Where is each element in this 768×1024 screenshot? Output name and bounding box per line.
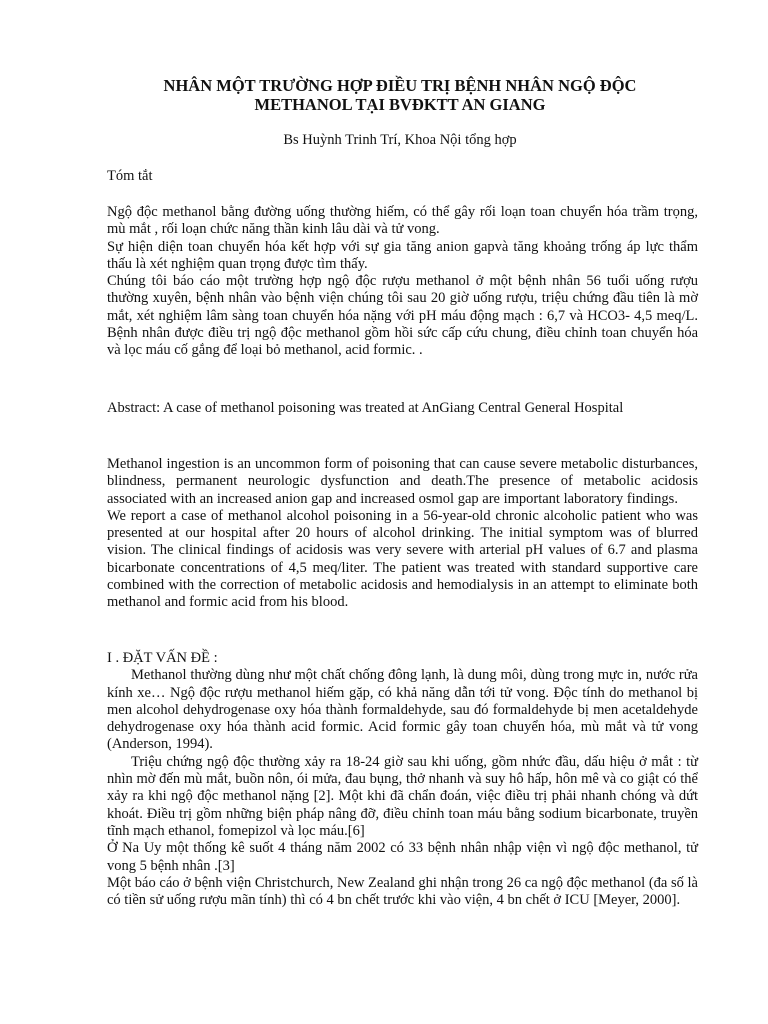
title-line-2: METHANOL TẠI BVĐKTT AN GIANG <box>254 95 546 114</box>
section-1-paragraph: Ở Na Uy một thống kê suốt 4 tháng năm 2002 có 33 bệnh nhân nhập viện vì ngộ độc methanol, tử vong 5 bệnh nhân .[3] <box>107 840 698 874</box>
summary-heading <box>107 168 698 185</box>
summary-paragraph: Chúng tôi báo cáo một trường hợp ngộ độc rượu methanol ở một bệnh nhân 56 tuổi uống rượu thường xuyên, bệnh nhân vào bệnh viện chúng tôi sau 20 giờ uống rượu, triệu chứng đầu tiên là mờ mắt, xét nghiệm lâm sàng toan chuyển hóa nặng với pH máu động mạch : 6,7 và HCO3- 4,5 meq/L. Bệnh nhân được điều trị ngộ độc methanol gồm hồi sức cấp cứu chung, điều chỉnh toan chuyển hóa và lọc máu cố gắng để loại bỏ methanol, acid formic. . <box>107 273 698 359</box>
section-1-paragraph: Triệu chứng ngộ độc thường xảy ra 18-24 giờ sau khi uống, gồm nhức đầu, dấu hiệu ở mắt : từ nhìn mờ đến mù mắt, buồn nôn, ói mửa, đau bụng, thở nhanh và suy hô hấp, hôn mê và co giật có thể xảy ra khi ngộ độc methanol nặng [2]. Một khi đã chẩn đoán, việc điều trị phải nhanh chóng và dứt khoát. Điều trị gồm những biện pháp nâng đỡ, điều chỉnh toan máu bằng sodium bicarbonate, truyền tĩnh mạch ethanol, fomepizol và lọc máu.[6] <box>107 753 698 839</box>
summary-paragraph: Sự hiện diện toan chuyển hóa kết hợp với sự gia tăng anion gapvà tăng khoảng trống áp lực thẩm thấu là xét nghiệm quan trọng được tìm thấy. <box>107 238 698 272</box>
document-title <box>100 76 700 114</box>
section-1-heading: I . ĐẶT VẤN ĐỀ : <box>107 650 218 666</box>
section-1-paragraph: Methanol thường dùng như một chất chống đông lạnh, là dung môi, dùng trong mực in, nước rửa kính xe… Ngộ độc rượu methanol hiếm gặp, có khả năng dẫn tới tử vong. Độc tính do methanol bị men alcohol dehydrogenase oxy hóa thành formaldehyde, sau đó formaldehyde bị men acetaldehyde dehydrogenase oxy hóa thành acid formic. Acid formic gây toan chuyển hóa, mù mắt và tử vong (Anderson, 1994). <box>107 667 698 753</box>
abstract-paragraph: We report a case of methanol alcohol poisoning in a 56-year-old chronic alcoholic patient who was presented at our hospital after 20 hours of alcohol drinking. The initial symptom was of blurred vision. The clinical findings of acidosis was very severe with arterial pH values of 6.7 and plasma bicarbonate concentrations of 4,5 meq/liter. The patient was treated with standard supportive care combined with the correction of metabolic acidosis and hemodialysis in an attempt to eliminate both methanol and formic acid from his blood. <box>107 507 698 611</box>
abstract-paragraph: Methanol ingestion is an uncommon form of poisoning that can cause severe metabolic disturbances, blindness, permanent neurologic dysfunction and death.The presence of metabolic acidosis associated with an increased anion gap and increased osmol gap are important laboratory findings. <box>107 456 698 507</box>
summary-paragraph: Ngộ độc methanol bằng đường uống thường hiếm, có thể gây rối loạn toan chuyển hóa trầm trọng, mù mắt , rối loạn chức năng thần kinh lâu dài và tử vong. <box>107 204 698 238</box>
summary-heading-text: Tóm tắt <box>107 168 153 184</box>
abstract-heading-text: Abstract: A case of methanol poisoning was treated at AnGiang Central General Hospital <box>107 400 624 416</box>
author-line: Bs Huỳnh Trinh Trí, Khoa Nội tổng hợp <box>283 132 517 148</box>
section-1-paragraph: Một báo cáo ở bệnh viện Christchurch, New Zealand ghi nhận trong 26 ca ngộ độc methanol (đa số là có tiền sử uống rượu mãn tính) thì có 4 bn chết trước khi vào viện, 4 bn chết ở ICU [Meyer, 2000]. <box>107 874 698 909</box>
summary-section <box>107 204 698 360</box>
section-1 <box>107 650 698 909</box>
title-line-1: NHÂN MỘT TRƯỜNG HỢP ĐIỀU TRỊ BỆNH NHÂN NGỘ ĐỘC <box>163 76 637 95</box>
abstract-section <box>107 456 698 612</box>
abstract-heading <box>107 400 698 417</box>
